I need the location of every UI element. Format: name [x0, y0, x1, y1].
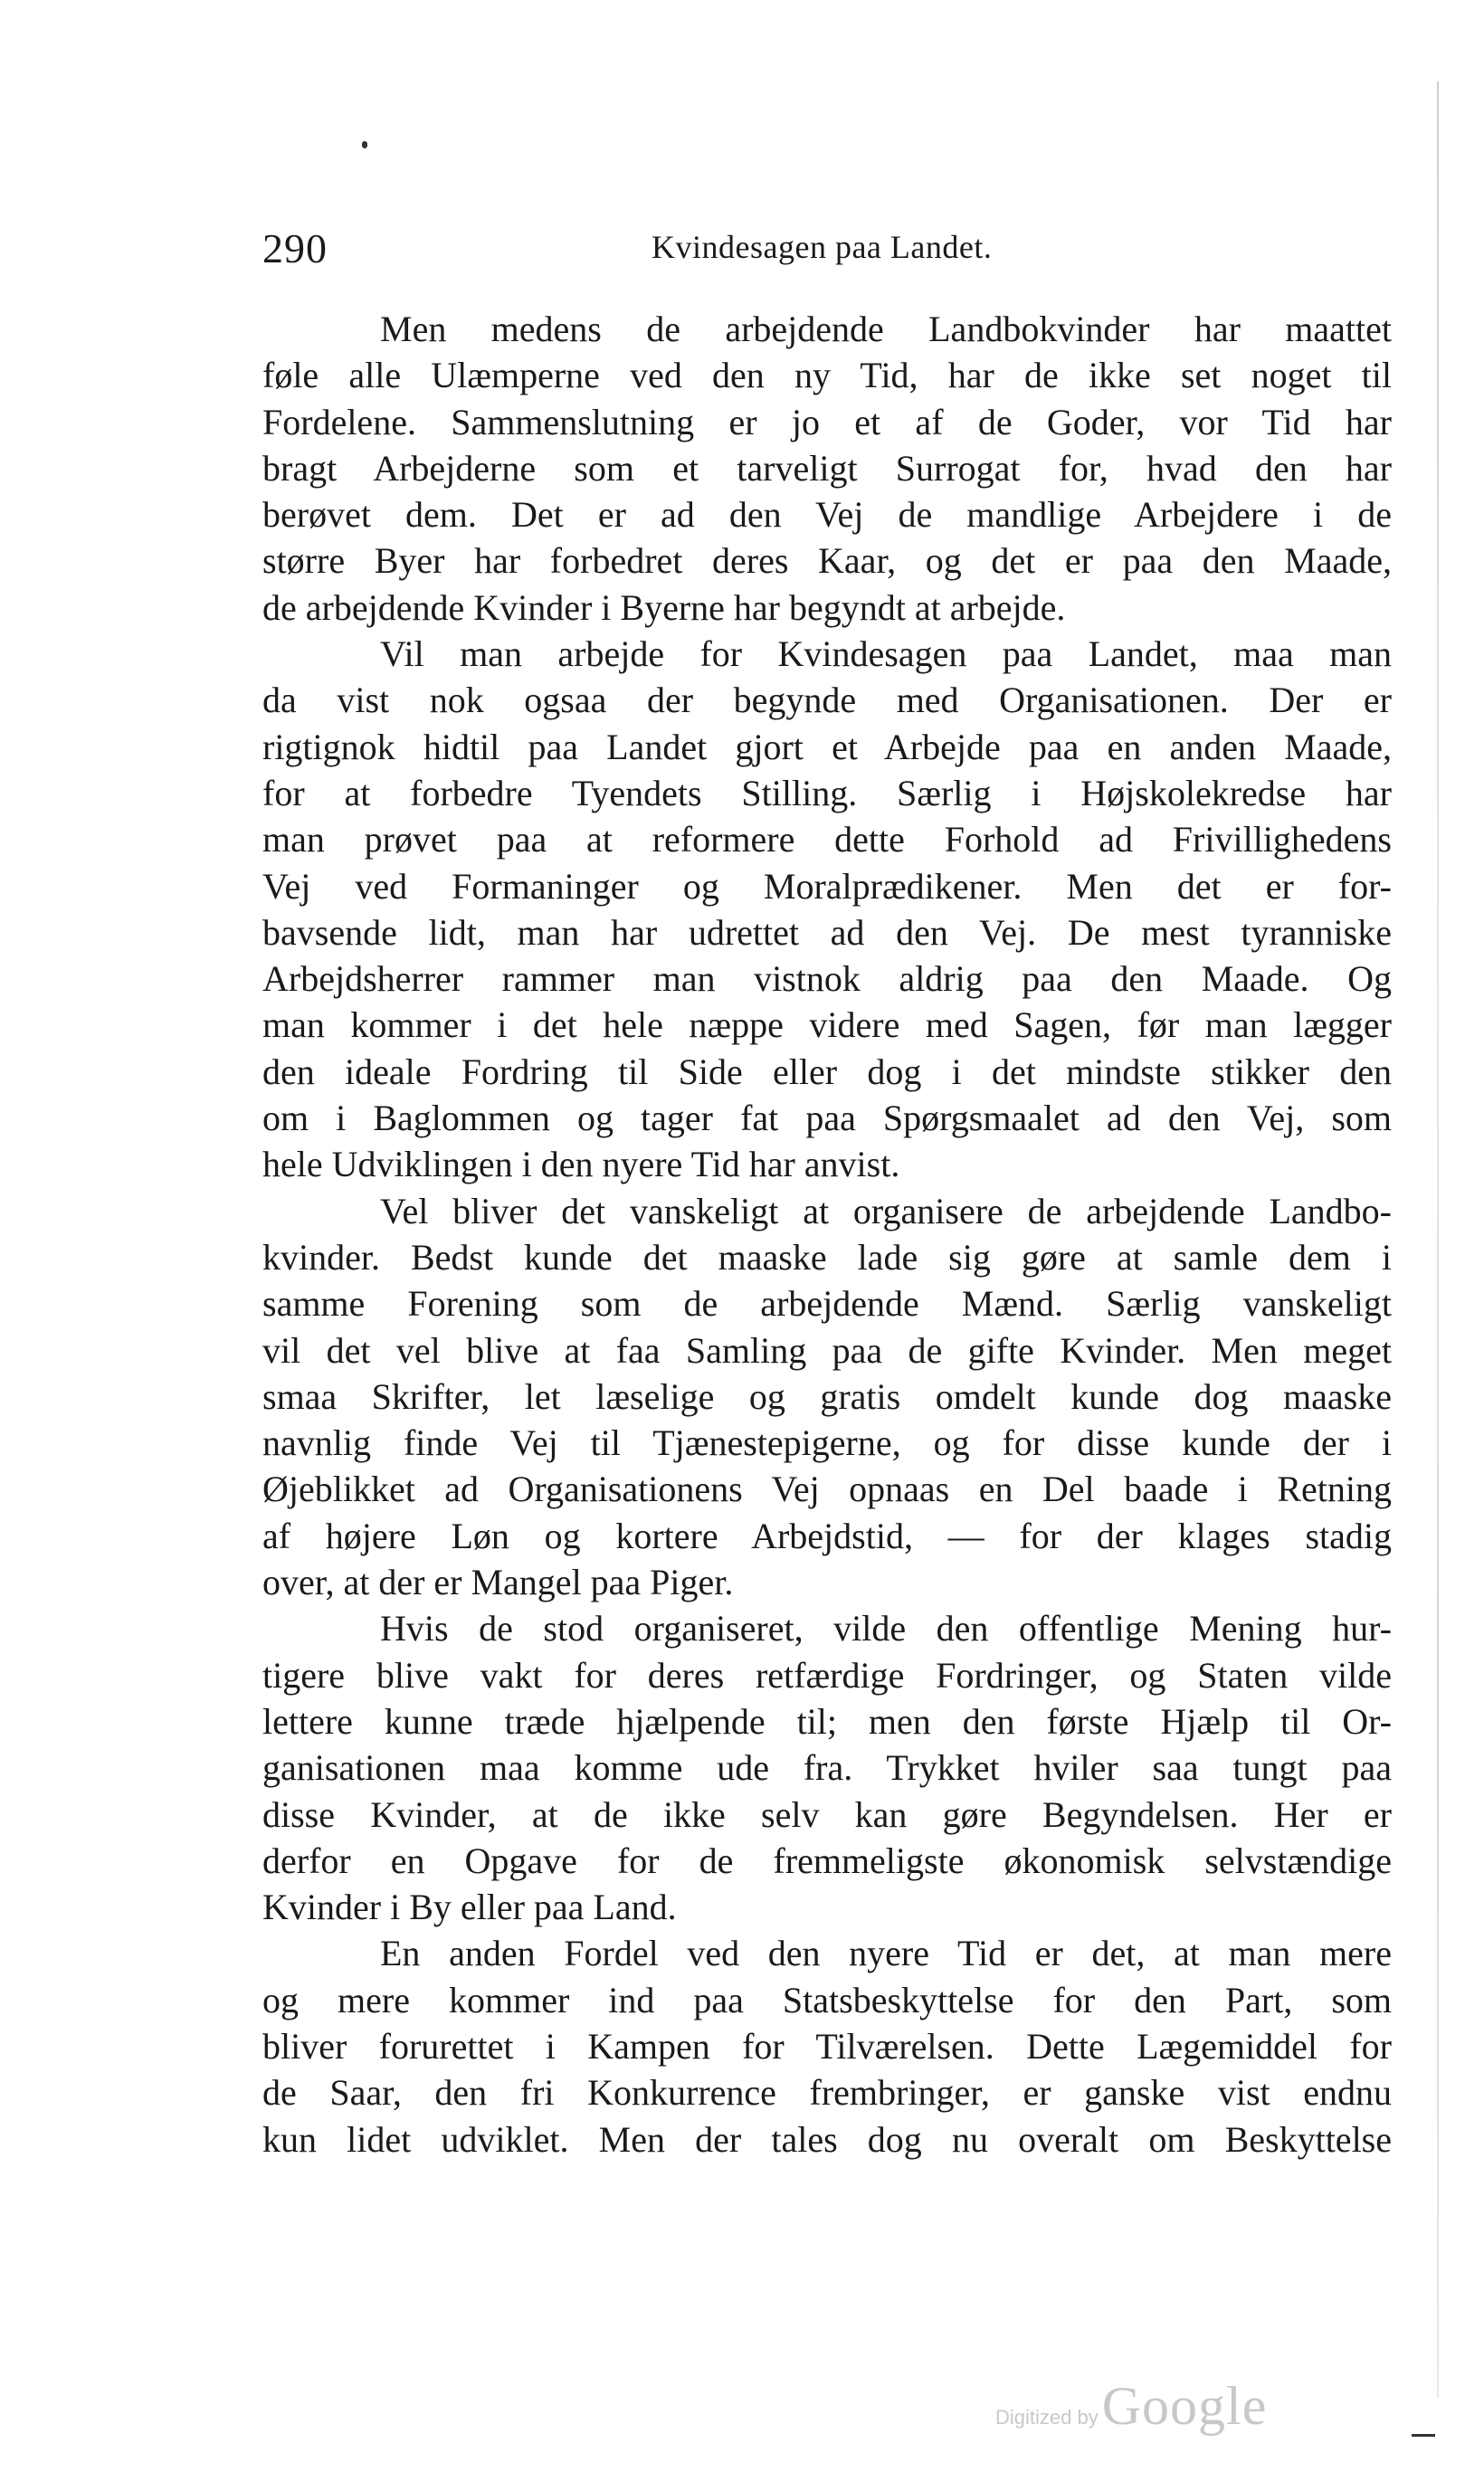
paragraph	[262, 1188, 1392, 1606]
text-line: Vej ved Formaninger og Moralprædikener. Men det er for-	[262, 865, 1392, 907]
text-line: bliver forurettet i Kampen for Tilværelsen. Dette Lægemiddel for	[262, 2025, 1392, 2067]
text-line: Øjeblikket ad Organisationens Vej opnaas en Del baade i Retning	[262, 1469, 1392, 1510]
text-line: Vel bliver det vanskeligt at organisere de arbejdende Landbo-	[380, 1190, 1392, 1231]
text-line: større Byer har forbedret deres Kaar, og det er paa den Maade,	[262, 540, 1392, 582]
text-line: kvinder. Bedst kunde det maaske lade sig gøre at samle dem i	[262, 1236, 1392, 1278]
text-line: føle alle Ulæmperne ved den ny Tid, har de ikke set noget til	[262, 355, 1392, 396]
text-line: Hvis de stod organiseret, vilde den offentlige Mening hur-	[380, 1608, 1392, 1650]
text-line: tigere blive vakt for deres retfærdige Fordringer, og Staten vilde	[262, 1654, 1392, 1696]
text-line: Kvinder i By eller paa Land.	[262, 1887, 677, 1928]
digitized-watermark	[995, 2375, 1267, 2438]
paragraph	[262, 631, 1392, 1188]
text-line: ganisationen maa komme ude fra. Trykket hviler saa tungt paa	[262, 1747, 1392, 1789]
text-line: bragt Arbejderne som et tarveligt Surrogat for, hvad den har	[262, 447, 1392, 489]
text-line: navnlig finde Vej til Tjænestepigerne, og for disse kunde der i	[262, 1422, 1392, 1464]
page-edge-mark	[1412, 2434, 1435, 2437]
running-title: Kvindesagen paa Landet.	[652, 229, 993, 265]
text-line: derfor en Opgave for de fremmeligste økonomisk selvstændige	[262, 1840, 1392, 1881]
text-line: bavsende lidt, man har udrettet ad den Vej. De mest tyranniske	[262, 911, 1392, 953]
text-line: om i Baglommen og tager fat paa Spørgsmaalet ad den Vej, som	[262, 1098, 1392, 1139]
text-line: Fordelene. Sammenslutning er jo et af de Goder, vor Tid har	[262, 401, 1392, 442]
text-line: for at forbedre Tyendets Stilling. Særlig i Højskolekredse har	[262, 772, 1392, 813]
google-logo: Google	[1101, 2376, 1268, 2436]
text-line: Men medens de arbejdende Landbokvinder har maattet	[380, 309, 1392, 349]
text-line: kun lidet udviklet. Men der tales dog nu overalt om Beskyttelse	[262, 2118, 1392, 2160]
paragraph	[262, 1605, 1392, 1930]
text-line: hele Udviklingen i den nyere Tid har anvist.	[262, 1144, 900, 1185]
text-line: Vil man arbejde for Kvindesagen paa Landet, maa man	[380, 633, 1392, 675]
text-line: lettere kunne træde hjælpende til; men den første Hjælp til Or-	[262, 1700, 1392, 1742]
text-line: da vist nok ogsaa der begynde med Organisationen. Der er	[262, 680, 1392, 721]
text-line: man prøvet paa at reformere dette Forhold ad Frivillighedens	[262, 819, 1392, 860]
text-line: En anden Fordel ved den nyere Tid er det, at man mere	[380, 1933, 1392, 1974]
watermark-prefix: Digitized by	[995, 2406, 1099, 2429]
text-line: berøvet dem. Det er ad den Vej de mandlige Arbejdere i de	[262, 494, 1392, 536]
body-text	[262, 306, 1392, 2163]
text-line: af højere Løn og kortere Arbejdstid, — for der klages stadig	[262, 1515, 1392, 1556]
text-line: og mere kommer ind paa Statsbeskyttelse for den Part, som	[262, 1979, 1392, 2020]
page-number: 290	[262, 225, 328, 271]
text-line: disse Kvinder, at de ikke selv kan gøre Begyndelsen. Her er	[262, 1793, 1392, 1835]
text-line: samme Forening som de arbejdende Mænd. Særlig vanskeligt	[262, 1283, 1392, 1325]
paragraph	[262, 306, 1392, 631]
text-line: den ideale Fordring til Side eller dog i det mindste stikker den	[262, 1051, 1392, 1092]
text-line: Arbejdsherrer rammer man vistnok aldrig paa den Maade. Og	[262, 958, 1392, 1000]
paragraph	[262, 1930, 1392, 2162]
text-line: de Saar, den fri Konkurrence frembringer, er ganske vist endnu	[262, 2072, 1392, 2114]
page-edge-line	[1437, 81, 1439, 2398]
text-line: over, at der er Mangel paa Piger.	[262, 1562, 734, 1603]
text-line: rigtignok hidtil paa Landet gjort et Arbejde paa en anden Maade,	[262, 726, 1392, 767]
text-line: vil det vel blive at faa Samling paa de gifte Kvinder. Men meget	[262, 1329, 1392, 1371]
text-line: smaa Skrifter, let læselige og gratis omdelt kunde dog maaske	[262, 1375, 1392, 1417]
text-line: man kommer i det hele næppe videre med Sagen, før man lægger	[262, 1004, 1392, 1046]
stray-ink-dot	[362, 141, 367, 148]
text-line: de arbejdende Kvinder i Byerne har begyndt at arbejde.	[262, 586, 1066, 628]
